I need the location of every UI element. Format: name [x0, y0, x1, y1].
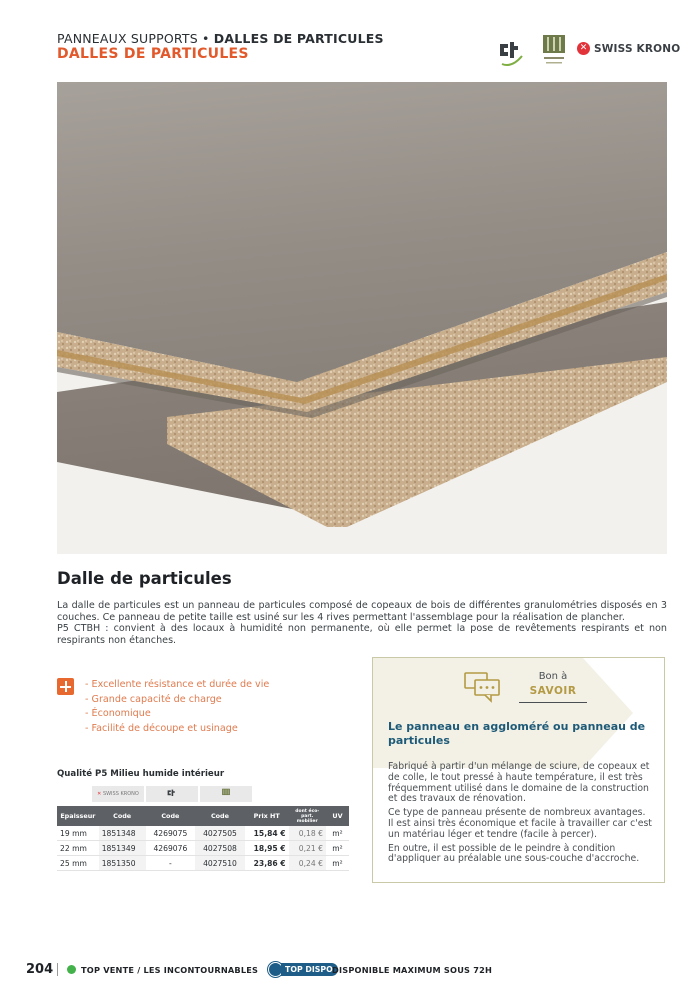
- divider: [519, 702, 587, 703]
- brand-logos-row: [92, 786, 252, 802]
- quality-label: Qualité P5 Milieu humide intérieur: [57, 769, 225, 779]
- product-description: [57, 600, 667, 646]
- list-item: - Économique: [85, 708, 151, 719]
- breadcrumb-separator: •: [197, 31, 214, 46]
- table-cell: 19 mm: [57, 826, 99, 841]
- box-background-shape: [373, 658, 633, 768]
- table-cell: 4269075: [146, 826, 196, 841]
- list-item: - Facilité de découpe et usinage: [85, 722, 238, 734]
- product-photo: [57, 82, 667, 554]
- table-cell: -: [146, 856, 196, 871]
- box-paragraph: Fabriqué à partir d'un mélange de sciure, de copeaux et de colle, le tout pressé à haute température, il est très fréquemment utilisé dans le domaine de la construction et des travaux de rénovation.: [388, 761, 650, 805]
- table-header-cell: Prix HT: [245, 806, 289, 826]
- table-row: [57, 841, 349, 856]
- savoir-label: SAVOIR: [529, 685, 577, 697]
- swiss-cross-icon: ✕: [97, 791, 102, 797]
- table-header-cell: Code: [99, 806, 146, 826]
- table-cell: 1851350: [99, 856, 146, 871]
- table-cell: 23,86 €: [245, 856, 289, 871]
- table-header-cell: Code: [146, 806, 196, 826]
- speech-bubble-icon: [463, 670, 503, 704]
- certification-logo-icon: [166, 788, 178, 800]
- table-cell: 15,84 €: [245, 826, 289, 841]
- table-cell: 4027510: [195, 856, 245, 871]
- brand-cell-forest-label: [200, 786, 252, 802]
- table-header-cell: dont éco-part. mobilier: [289, 806, 326, 826]
- list-item: - Excellente résistance et durée de vie: [85, 679, 270, 690]
- table-cell: 0,18 €: [289, 826, 326, 841]
- swiss-cross-icon: ✕: [577, 42, 590, 55]
- breadcrumb-section: PANNEAUX SUPPORTS: [57, 31, 198, 46]
- table-header-cell: UV: [326, 806, 349, 826]
- list-item: - Grande capacité de charge: [85, 693, 222, 705]
- table-cell: 0,24 €: [289, 856, 326, 871]
- box-text: [388, 762, 652, 868]
- table-header-cell: Code: [195, 806, 245, 826]
- box-paragraph: En outre, il est possible de le peindre à condition d'appliquer au préalable une sous-couche d'accroche.: [388, 842, 640, 865]
- table-cell: 1851349: [99, 841, 146, 856]
- top-dispo-description: DISPONIBLE MAXIMUM SOUS 72H: [332, 965, 493, 975]
- table-cell: 0,21 €: [289, 841, 326, 856]
- table-header-cell: Epaisseur: [57, 806, 99, 826]
- page-subtitle: DALLES DE PARTICULES: [57, 46, 249, 62]
- description-paragraph: La dalle de particules est un panneau de particules composé de copeaux de bois de différentes granulométries disposés en 3 couches. Ce panneau de petite taille est usiné sur les 4 rives permettant l'assemblage pour la réalisation de plancher.: [57, 600, 667, 623]
- table-cell: 18,95 €: [245, 841, 289, 856]
- top-vente-dot-icon: [67, 965, 76, 974]
- box-title: Le panneau en aggloméré ou panneau de particules: [388, 720, 646, 747]
- table-cell: m²: [326, 841, 349, 856]
- table-row: [57, 826, 349, 841]
- top-dispo-label: TOP DISPO: [281, 963, 338, 976]
- breadcrumb: [57, 31, 384, 46]
- description-paragraph: P5 CTBH : convient à des locaux à humidité non permanente, où elle permet la pose de revêtements respirants et non respirants non étanches.: [57, 623, 667, 646]
- brand-small-text: SWISS KRONO: [102, 791, 139, 797]
- brand-cell-certification: [146, 786, 198, 802]
- breadcrumb-current: DALLES DE PARTICULES: [213, 31, 384, 46]
- table-cell: 4269076: [146, 841, 196, 856]
- table-cell: 4027508: [195, 841, 245, 856]
- bon-label: Bon à: [538, 671, 568, 682]
- bon-a-savoir-box: [372, 657, 665, 883]
- table-cell: 22 mm: [57, 841, 99, 856]
- divider: [57, 963, 58, 976]
- advantages-list: [85, 678, 269, 736]
- table-cell: 25 mm: [57, 856, 99, 871]
- table-cell: 1851348: [99, 826, 146, 841]
- table-row: [57, 856, 349, 871]
- forest-label-logo-icon: [221, 788, 231, 800]
- top-vente-legend: TOP VENTE / LES INCONTOURNABLES: [81, 965, 259, 975]
- top-dispo-badge: [268, 963, 338, 976]
- product-spec-table: [57, 806, 349, 871]
- brand-cell-swiss-krono: [92, 786, 144, 802]
- table-header-row: [57, 806, 349, 826]
- swiss-krono-logo: [577, 42, 680, 55]
- table-cell: 4027505: [195, 826, 245, 841]
- particle-board-image: [57, 82, 667, 554]
- table-cell: m²: [326, 856, 349, 871]
- swiss-krono-logo-text: SWISS KRONO: [594, 42, 681, 55]
- forest-label-logo-icon: [541, 33, 567, 67]
- certification-logo-icon: [496, 38, 526, 68]
- plus-icon: [57, 678, 74, 695]
- box-paragraph: Ce type de panneau présente de nombreux avantages. Il est ainsi très économique et facile à travailler car c'est un matériau léger et tendre (facile à percer).: [388, 807, 652, 840]
- page-number: 204: [26, 962, 54, 977]
- table-cell: m²: [326, 826, 349, 841]
- product-title: Dalle de particules: [57, 569, 232, 588]
